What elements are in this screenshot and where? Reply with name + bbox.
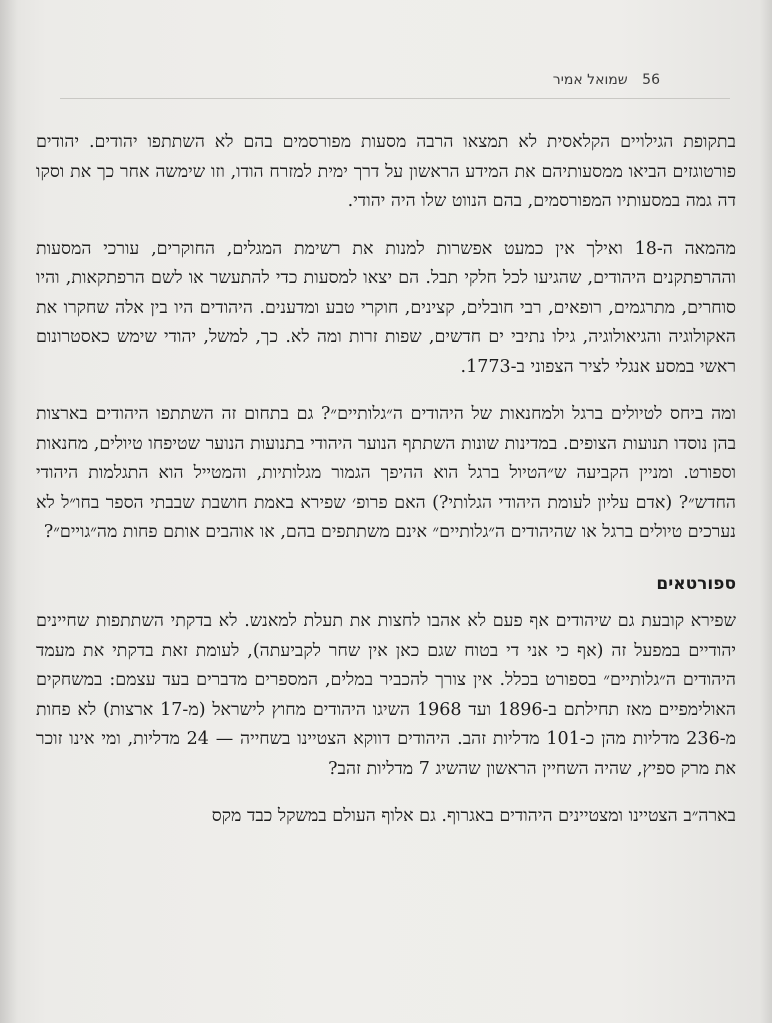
running-header: [540, 72, 660, 88]
page-body: [36, 128, 736, 850]
paragraph-explorers: מהמאה ה-18 ואילך אין כמעט אפשרות למנות את רשימת המגלים, החוקרים, עורכי המסעות וההרפתקנים היהודים, שהגיעו לכל חלקי תבל. הם יצאו למסעות כדי להתעשר או לשם הרפתקאות, והיו סוחרים, מתרגמים, רופאים, רבי חובלים, קצינים, חוקרי טבע ומדענים. היהודים היו בין אלה שחקרו את האקולוגיה והגיאולוגיה, גילו נתיבי ים חדשים, שפות זרות ומה לא. כך, למשל, יהודי שימש כאסטרונום ראשי במסע אנגלי לציר הצפוני ב-1773.: [36, 238, 736, 377]
paragraph-discoveries: בתקופת הגילויים הקלאסית לא תמצאו הרבה מסעות מפורסמים בהם לא השתתפו יהודים. יהודים פורטוגזים הביאו ממסעותיהם את המידע הראשון על דרך ימית למזרח הודו, וזו שימשה אחר כך את וסקו דה גמה במסעותיו המפורסמים, בהם הנווט שלו היה יהודי.: [36, 132, 736, 211]
paragraph-hiking: ומה ביחס לטיולים ברגל ולמחנאות של היהודים ה״גלותיים״? גם בתחום זה השתתפו היהודים בארצות בהן נוסדו תנועות הצופים. במדינות שונות השתתף הנוער היהודי בתנועות הנוער שטיפחו טיולים, מחנאות וספורט. ומניין הקביעה ש״הטיול ברגל הוא ההיפך הגמור מגלותיות, והמטייל הוא התגלמות היהודי החדש״? (אדם עליון לעומת היהודי הגלותי?) האם פרופ׳ שפירא באמת חושבת שבבתי הספר בחו״ל לא נערכים טיולים ברגל או שהיהודים ה״גלותיים״ אינם משתתפים בהם, או אוהבים אותם פחות מה״גויים״?: [36, 404, 736, 542]
paragraph-sports: שפירא קובעת גם שיהודים אף פעם לא אהבו לחצות את תעלת למאנש. לא בדקתי השתתפות שחיינים יהודיים במפעל זה (אף כי אני די בטוח שגם כאן אין שחר לקביעתה), לעומת זאת בדקתי את מעמד היהודים ה״גלותיים״ בספורט בכלל. אין צורך להכביר במלים, המספרים מדברים בעד עצמם: במשחקים האולימפיים מאז תחילתם ב-1896 ועד 1968 השיגו היהודים מחוץ לישראל (מ-17 ארצות) לא פחות מ-236 מדליות מהן כ-101 מדליות זהב. היהודים דווקא הצטיינו בשחייה — 24 מדליות, ומי אינו זוכר את מרק ספיץ, שהיה השחיין הראשון שהשיג 7 מדליות זהב?: [36, 611, 736, 779]
page-number: 56: [642, 72, 660, 88]
running-header-author: שמואל אמיר: [552, 72, 628, 88]
header-rule: [60, 98, 730, 99]
paragraph-boxing: בארה״ב הצטיינו ומצטיינים היהודים באגרוף. גם אלוף העולם במשקל כבד מקס: [211, 806, 736, 826]
page-edge-shadow: [760, 0, 772, 1023]
section-heading: ספורטאים: [656, 573, 736, 594]
spine-shadow: [0, 0, 18, 1023]
